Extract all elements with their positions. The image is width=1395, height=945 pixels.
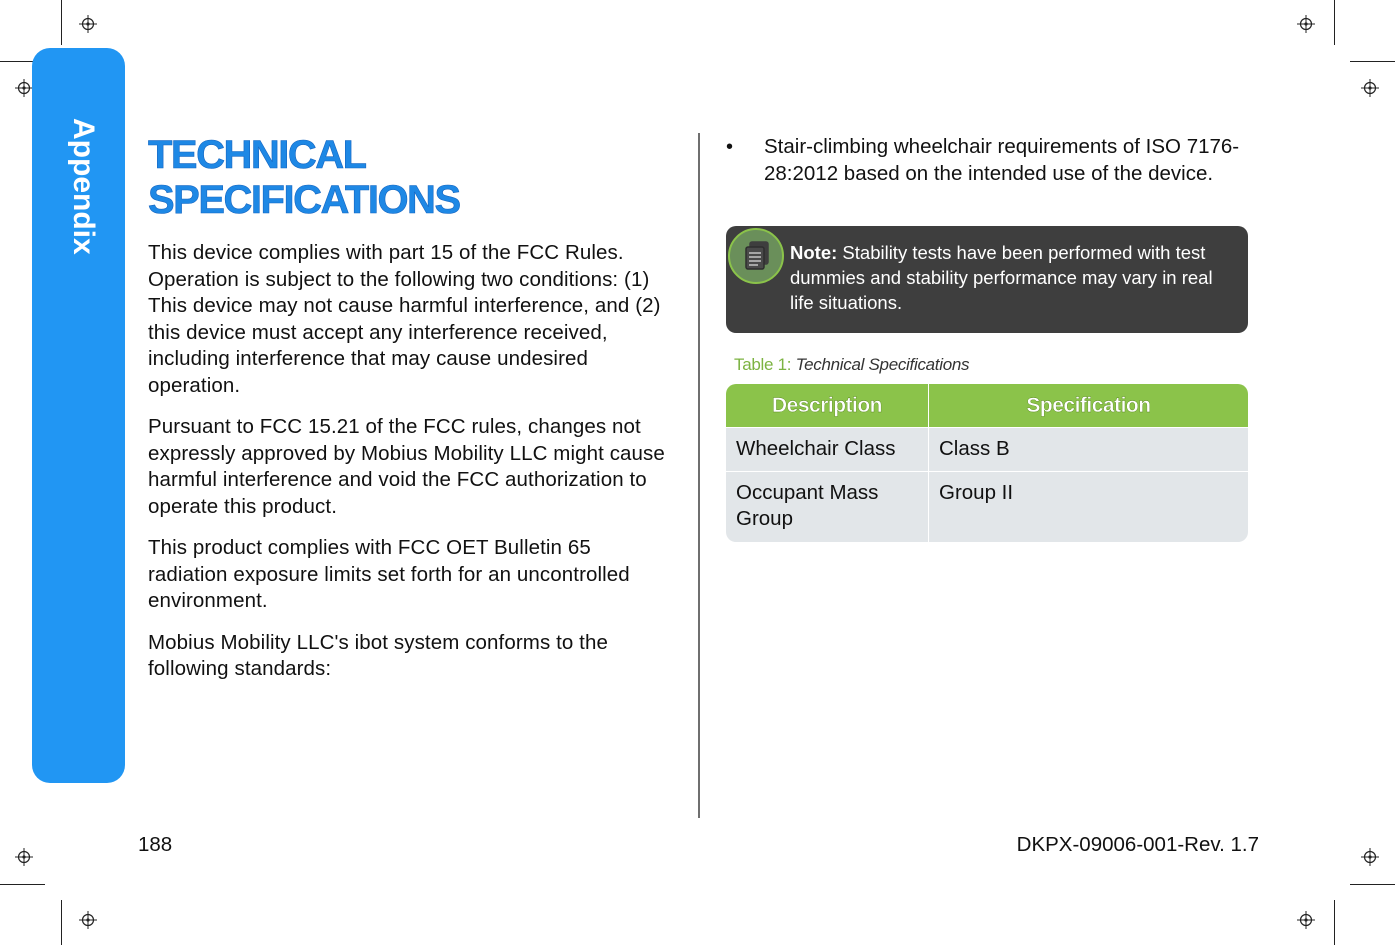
crop-mark <box>0 884 45 885</box>
note-document-icon <box>728 228 784 284</box>
registration-mark-icon <box>15 848 33 866</box>
registration-mark-icon <box>1297 15 1315 33</box>
document-id: DKPX-09006-001-Rev. 1.7 <box>1016 833 1259 856</box>
crop-mark <box>1350 884 1395 885</box>
page-title: TECHNICAL SPECIFICATIONS <box>148 133 460 222</box>
table-caption-prefix: Table 1: <box>734 355 792 374</box>
table-header-row <box>726 384 1248 428</box>
bullet-icon: • <box>726 136 734 158</box>
crop-mark <box>1334 0 1335 45</box>
table-cell: Occupant Mass Group <box>726 471 929 542</box>
table-row <box>726 428 1248 472</box>
crop-mark <box>61 0 62 45</box>
note-callout <box>726 226 1248 333</box>
technical-specifications-table <box>726 384 1248 542</box>
table-cell: Wheelchair Class <box>726 428 929 472</box>
standards-list-item <box>726 134 1246 187</box>
registration-mark-icon <box>79 15 97 33</box>
column-header-description: Description <box>726 384 929 428</box>
table-row <box>726 471 1248 542</box>
standards-intro-paragraph: Mobius Mobility LLC's ibot system conforms to the following standards: <box>148 630 608 680</box>
crop-mark <box>61 900 62 945</box>
registration-mark-icon <box>1297 911 1315 929</box>
oet-bulletin-paragraph: This product complies with FCC OET Bulletin 65 radiation exposure limits set forth for an uncontrolled environment. <box>148 536 630 612</box>
note-text <box>790 240 1235 315</box>
registration-mark-icon <box>15 79 33 97</box>
page-number: 188 <box>138 833 173 856</box>
column-divider <box>698 133 700 818</box>
crop-mark <box>1350 61 1395 62</box>
registration-mark-icon <box>79 911 97 929</box>
registration-mark-icon <box>1361 848 1379 866</box>
registration-mark-icon <box>1361 79 1379 97</box>
table-caption-title: Technical Specifications <box>795 355 970 374</box>
note-body: Stability tests have been performed with test dummies and stability performance may vary in real life situations. <box>790 242 1213 313</box>
left-column <box>148 240 670 698</box>
fcc-15-21-paragraph: Pursuant to FCC 15.21 of the FCC rules, changes not expressly approved by Mobius Mobility LLC might cause harmful interference and void the FCC authorization to operate this product. <box>148 415 665 518</box>
column-header-specification: Specification <box>929 384 1249 428</box>
appendix-tab-label: Appendix <box>67 118 100 255</box>
crop-mark <box>1334 900 1335 945</box>
fcc-part15-paragraph: This device complies with part 15 of the FCC Rules. Operation is subject to the following two conditions: (1) This device may not cause harmful interference, and (2) this device must accept any interference received, including interference that may cause undesired operation. <box>148 241 661 397</box>
note-label: Note: <box>790 242 838 263</box>
iso-standard-text: Stair-climbing wheelchair requirements of ISO 7176-28:2012 based on the intended use of the device. <box>764 135 1240 185</box>
table-cell: Group II <box>929 471 1249 542</box>
table-caption <box>734 355 969 375</box>
table-cell: Class B <box>929 428 1249 472</box>
